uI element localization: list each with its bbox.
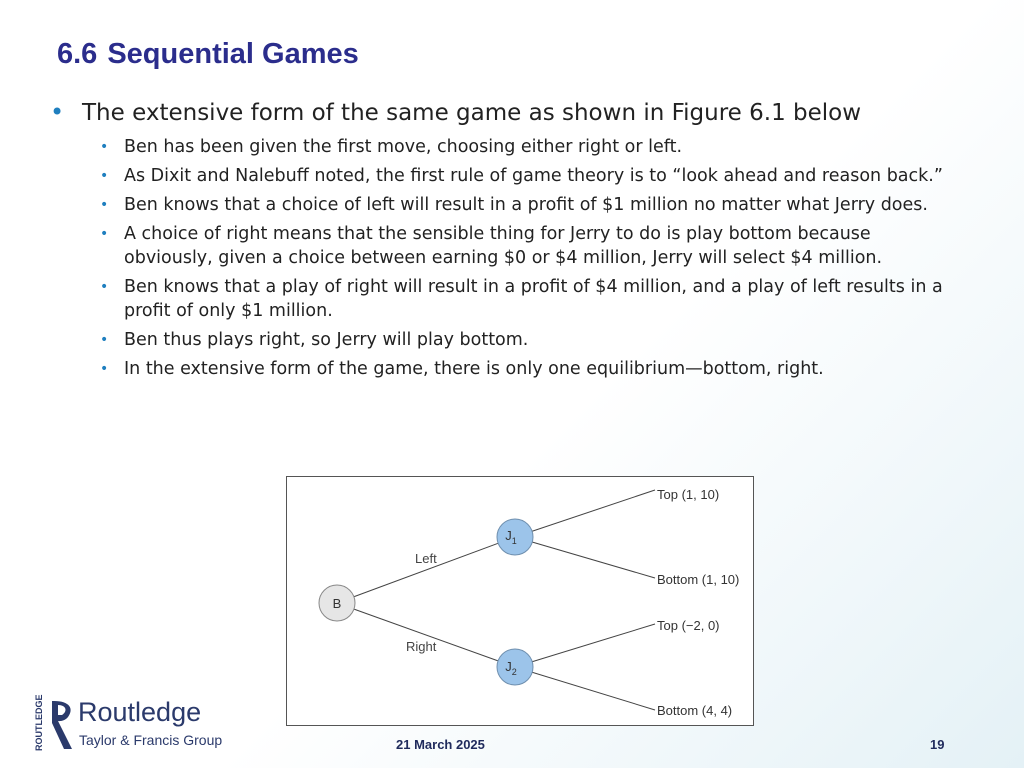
- title-text: Sequential Games: [107, 38, 359, 70]
- bullet-icon: •: [50, 98, 65, 126]
- logo-subtitle: Taylor & Francis Group: [79, 732, 223, 748]
- main-bullet-text: The extensive form of the same game as shown in Figure 6.1 below: [82, 100, 862, 126]
- bullet-icon: •: [100, 139, 109, 155]
- list-item-text: Ben knows that a choice of left will result in a profit of $1 million no matter what Jerry does.: [124, 195, 928, 215]
- left-label: Left: [415, 551, 437, 566]
- list-item-text: Ben has been given the first move, choosing either right or left.: [124, 137, 683, 157]
- list-item: [100, 222, 960, 270]
- list-item-text: As Dixit and Nalebuff noted, the first rule of game theory is to “look ahead and reason back.”: [124, 166, 943, 186]
- game-tree-diagram: [287, 477, 753, 725]
- list-item: [100, 275, 960, 323]
- logo-vertical-text: ROUTLEDGE: [34, 694, 44, 751]
- list-item-text: In the extensive form of the game, there is only one equilibrium—bottom, right.: [124, 359, 824, 379]
- node-b-label: B: [332, 596, 342, 611]
- node-j1-label: $J_1$: [505, 528, 517, 546]
- right-label: Right: [406, 639, 437, 654]
- payoff-top-1: Top (1, 10): [657, 487, 720, 502]
- j2-top-branch: [515, 624, 655, 667]
- game-tree-figure: [286, 476, 754, 726]
- j1-bottom-branch: [515, 537, 655, 578]
- slide-title: [57, 38, 359, 71]
- footer-date: 21 March 2025: [396, 737, 485, 752]
- bullet-icon: •: [100, 168, 109, 184]
- payoff-bottom-2: Bottom (4, 4): [657, 703, 733, 718]
- main-bullet: [50, 100, 990, 126]
- list-item-text: Ben knows that a play of right will result in a profit of $4 million, and a play of left results in a profit of only $1 million.: [124, 277, 943, 321]
- logo-name: Routledge: [78, 697, 202, 727]
- list-item: [100, 193, 960, 217]
- payoff-bottom-1: Bottom (1, 10): [657, 572, 740, 587]
- list-item-text: A choice of right means that the sensible thing for Jerry to do is play bottom because obviously, given a choice between earning $0 or $4 million, Jerry will select $4 million.: [124, 224, 883, 268]
- section-number: 6.6: [57, 38, 98, 70]
- list-item: [100, 328, 960, 352]
- bullet-icon: •: [100, 197, 109, 213]
- node-j2-label: $J_2$: [505, 659, 517, 677]
- list-item: [100, 357, 960, 381]
- right-branch: [337, 603, 515, 667]
- list-item: [100, 135, 960, 159]
- bullet-icon: •: [100, 226, 109, 242]
- bullet-icon: •: [100, 332, 109, 348]
- routledge-logo: [34, 694, 224, 753]
- sub-bullet-list: [100, 135, 960, 386]
- payoff-top-2: Top (−2, 0): [657, 618, 720, 633]
- j1-top-branch: [515, 490, 655, 537]
- j2-bottom-branch: [515, 667, 655, 710]
- left-branch: [337, 537, 515, 603]
- page-number: 19: [930, 737, 945, 752]
- list-item-text: Ben thus plays right, so Jerry will play bottom.: [124, 330, 529, 350]
- list-item: [100, 164, 960, 188]
- bullet-icon: •: [100, 279, 109, 295]
- bullet-icon: •: [100, 361, 109, 377]
- logo-mark-icon: [48, 699, 78, 751]
